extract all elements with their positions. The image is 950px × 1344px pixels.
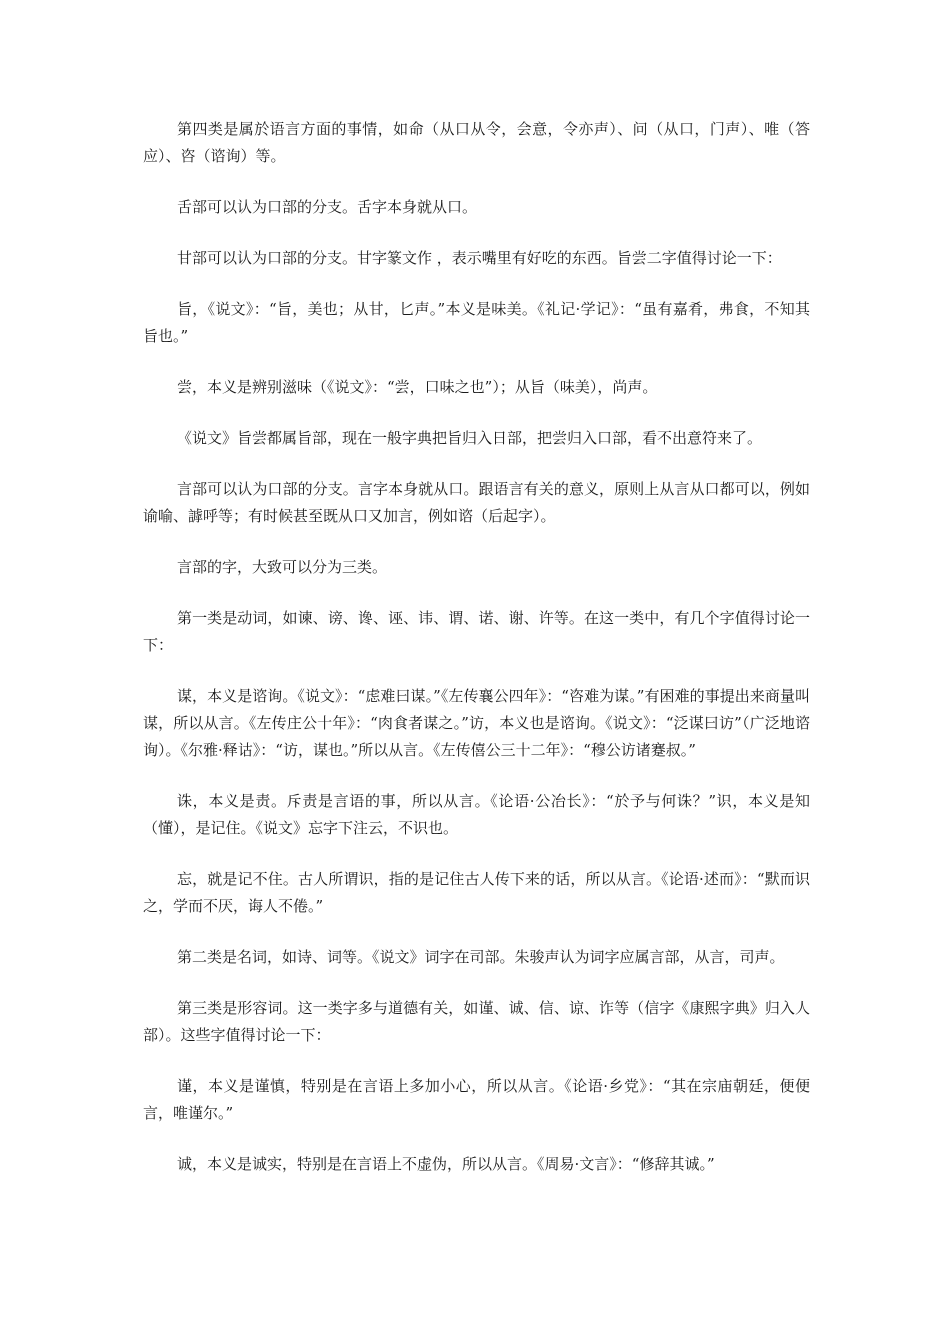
document-body <box>143 116 810 1202</box>
paragraph: 诚，本义是诚实，特别是在言语上不虚伪，所以从言。《周易·文言》：“修辞其诚。” <box>177 1155 715 1173</box>
paragraph: 忘，就是记不住。古人所谓识，指的是记住古人传下来的话，所以从言。《论语·述而》：“默而识之，学而不厌，诲人不倦。” <box>143 870 810 915</box>
paragraph: 第一类是动词，如谏、谤、谗、诬、讳、谓、诺、谢、许等。在这一类中，有几个字值得讨论一下： <box>143 609 810 654</box>
paragraph: 诛，本义是责。斥责是言语的事，所以从言。《论语·公冶长》：“於予与何诛？”识，本义是知（懂），是记住。《说文》忘字下注云，不识也。 <box>143 792 810 837</box>
paragraph: 甘部可以认为口部的分支。甘字篆文作 ，表示嘴里有好吃的东西。旨尝二字值得讨论一下： <box>177 249 782 267</box>
paragraph: 谋，本义是谘询。《说文》：“虑难曰谋。”《左传襄公四年》：“咨难为谋。”有困难的事提出来商量叫谋，所以从言。《左传庄公十年》：“肉食者谋之。”访，本义也是谘询。《说文》：“泛谋曰访”（广泛地谘询）。《尔雅·释诂》：“访，谋也。”所以从言。《左传僖公三十二年》：“穆公访诸蹇叔。” <box>143 687 810 759</box>
paragraph: 言部的字，大致可以分为三类。 <box>177 558 388 576</box>
paragraph: 《说文》旨尝都属旨部，现在一般字典把旨归入日部，把尝归入口部，看不出意符来了。 <box>177 429 763 447</box>
paragraph: 第二类是名词，如诗、词等。《说文》词字在司部。朱骏声认为词字应属言部，从言，司声。 <box>177 948 785 966</box>
paragraph: 第四类是属於语言方面的事情，如命（从口从令，会意，令亦声）、问（从口，门声）、唯（答应）、咨（谘询）等。 <box>143 120 810 165</box>
paragraph: 旨，《说文》：“旨，美也；从甘，匕声。”本义是味美。《礼记·学记》：“虽有嘉肴，弗食，不知其旨也。” <box>143 300 810 345</box>
paragraph: 谨，本义是谨慎，特别是在言语上多加小心，所以从言。《论语·乡党》：“其在宗庙朝廷，便便言，唯谨尔。” <box>143 1077 810 1122</box>
paragraph: 言部可以认为口部的分支。言字本身就从口。跟语言有关的意义，原则上从言从口都可以，例如谕喻、謼呼等；有时候甚至既从口又加言，例如谘（后起字）。 <box>143 480 810 525</box>
paragraph: 尝，本义是辨别滋味（《说文》：“尝，口味之也”）；从旨（味美），尚声。 <box>177 378 658 396</box>
paragraph: 舌部可以认为口部的分支。舌字本身就从口。 <box>177 198 478 216</box>
paragraph: 第三类是形容词。这一类字多与道德有关，如谨、诚、信、谅、诈等（信字《康熙字典》归入人部）。这些字值得讨论一下： <box>143 999 810 1044</box>
